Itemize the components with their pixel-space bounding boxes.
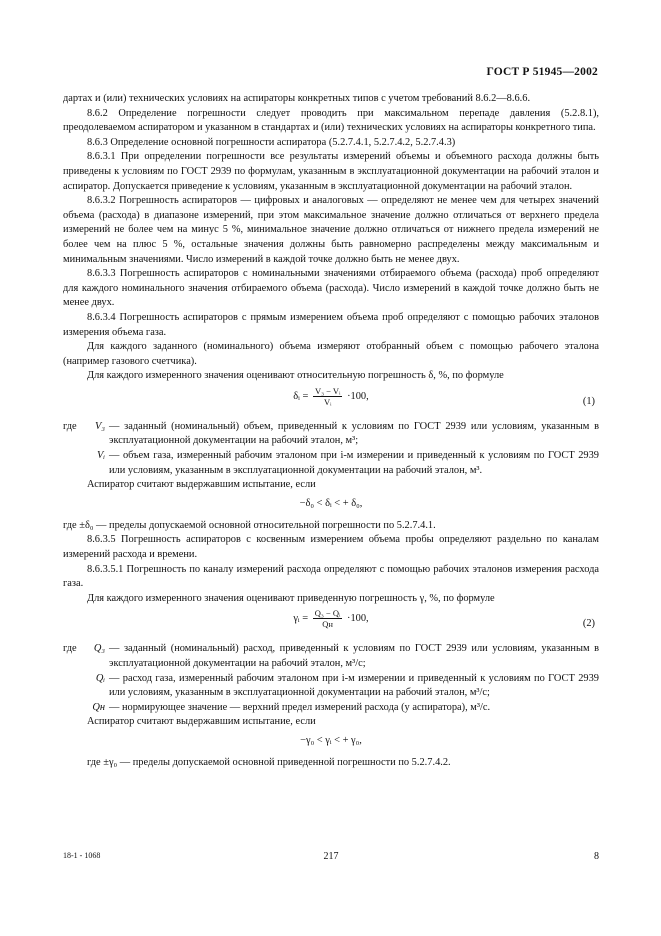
paragraph: 8.6.3.2 Погрешность аспираторов — цифровых и аналоговых — определяют не менее чем для четырех значений объема (расхода) в диапазоне измерений, при этом максимальное значение должно отличаться от верхнего предела измерений не более чем на минус 5 %, минимальное значение должно отличаться от нижнего предела измерений не более чем на плюс 5 %, остальные значения должны быть равномерно распределены между максимальным и минимальным значениями. Число измерений в каждой точке должно быть не менее двух. <box>63 195 599 265</box>
symbol-definition: — заданный (номинальный) расход, приведенный к условиям по ГОСТ 2939 или условиям, указанным в эксплуатационной документации на рабочий эталон, м³/с; <box>109 643 599 669</box>
fraction-numerator: V₃ − Vᵢ <box>314 385 341 396</box>
paragraph: 8.6.3.5 Погрешность аспираторов с косвенным измерением объема пробы определяют раздельно по каналам измерений расхода и времени. <box>63 534 599 561</box>
symbol: Qᵢ <box>95 672 105 684</box>
formula-fraction <box>313 386 343 407</box>
standard-header: ГОСТ Р 51945—2002 <box>486 66 598 78</box>
paragraph: Для каждого измеренного значения оценивают приведенную погрешность γ, %, по формуле <box>87 592 495 604</box>
formula-tail: ·100, <box>347 613 369 625</box>
fraction-numerator: Q₃ − Qᵢ <box>314 608 341 619</box>
where-item <box>63 449 599 478</box>
symbol: V₃ <box>95 420 105 432</box>
formula-number: (1) <box>582 395 595 407</box>
paragraph: 8.6.3.1 При определении погрешности все результаты измерений объемы и объемного расхода должны быть приведены к условиям по ГОСТ 2939 по формулам, указанным в эксплуатационной документации на рабочий эталон и аспиратор. Допускается приведение к условиям, указанным в эксплуатационной документации на рабочий эталон. <box>63 151 599 192</box>
page-content <box>63 92 599 771</box>
formula-2 <box>63 608 599 640</box>
print-code: 18-1 - 1068 <box>63 851 101 860</box>
paragraph: дартах и (или) технических условиях на аспираторы конкретных типов с учетом требований 8.6.2—8.6.6. <box>63 93 531 104</box>
paragraph: где ±δ₀ — пределы допускаемой основной относительной погрешности по 5.2.7.4.1. <box>63 519 436 531</box>
symbol-definition: — нормирующее значение — верхний предел измерений расхода (у аспиратора), м³/с. <box>109 701 491 713</box>
symbol: Vᵢ <box>97 450 105 462</box>
where-label: где <box>63 643 77 655</box>
symbol-definition: — объем газа, измеренный рабочим эталоном при i-м измерении и приведенный к условиям по ГОСТ 2939 или условиям, указанным в эксплуатационной документации на рабочий эталон, м³. <box>109 450 599 476</box>
condition-formula-1: −δ₀ < δᵢ < + δ₀, <box>299 497 363 509</box>
symbol: Q₃ <box>93 643 105 655</box>
where-item <box>63 642 599 671</box>
formula-1 <box>63 386 599 418</box>
fraction-denominator: Vᵢ <box>323 396 332 407</box>
formula-lhs: δᵢ = <box>293 390 309 402</box>
where-label: где <box>63 420 77 432</box>
symbol-definition: — заданный (номинальный) объем, приведенный к условиям по ГОСТ 2939 или условиям, указанным в эксплуатационной документации на рабочий эталон, м³; <box>109 420 599 447</box>
paragraph: Аспиратор считают выдержавшим испытание, если <box>87 479 316 491</box>
paragraph: 8.6.3.5.1 Погрешность по каналу измерений расхода определяют с помощью рабочих эталонов измерения расхода газа. <box>63 563 599 590</box>
page-number: 217 <box>323 851 339 862</box>
symbol: Qн <box>92 701 105 713</box>
paragraph: 8.6.3.3 Погрешность аспираторов с номинальными значениями отбираемого объема (расхода) проб определяют для каждого номинального значения отбираемого объема (расхода). Число измерений в каждой точке должно быть не менее двух. <box>63 268 599 309</box>
fraction-denominator: Qн <box>322 619 333 630</box>
formula-lhs: γᵢ = <box>293 613 309 625</box>
paragraph: 8.6.3 Определение основной погрешности аспиратора (5.2.7.4.1, 5.2.7.4.2, 5.2.7.4.3) <box>87 136 456 148</box>
paragraph: Аспиратор считают выдержавшим испытание, если <box>87 716 316 728</box>
formula-tail: ·100, <box>347 390 369 402</box>
paragraph: 8.6.3.4 Погрешность аспираторов с прямым измерением объема проб определяют с помощью рабочих эталонов измерения объема газа. <box>63 311 599 338</box>
where-item <box>63 701 599 716</box>
formula-fraction <box>313 608 343 629</box>
paragraph: где ±γ₀ — пределы допускаемой основной приведенной погрешности по 5.2.7.4.2. <box>87 756 451 768</box>
symbol-definition: — расход газа, измеренный рабочим эталоном при i-м измерении и приведенный к условиям по ГОСТ 2939 или условиям, указанным в эксплуатационной документации на рабочий эталон, м³/с; <box>109 672 599 699</box>
paragraph: 8.6.2 Определение погрешности следует проводить при максимальном перепаде давления (5.2.8.1), преодолеваемом аспиратором и указанном в стандартах и (или) технических условиях на аспираторы конкретного типа. <box>63 107 599 134</box>
formula-number: (2) <box>582 618 595 630</box>
paragraph: Для каждого измеренного значения оценивают относительную погрешность δ, %, по формуле <box>87 370 504 382</box>
where-item <box>63 672 599 701</box>
condition-formula-2: −γ₀ < γᵢ < + γ₀, <box>300 734 362 746</box>
where-item <box>63 420 599 449</box>
paragraph: Для каждого заданного (номинального) объема измеряют отобранный объем с помощью рабочего эталона (например газового счетчика). <box>63 341 599 367</box>
sheet-number: 8 <box>594 851 599 862</box>
